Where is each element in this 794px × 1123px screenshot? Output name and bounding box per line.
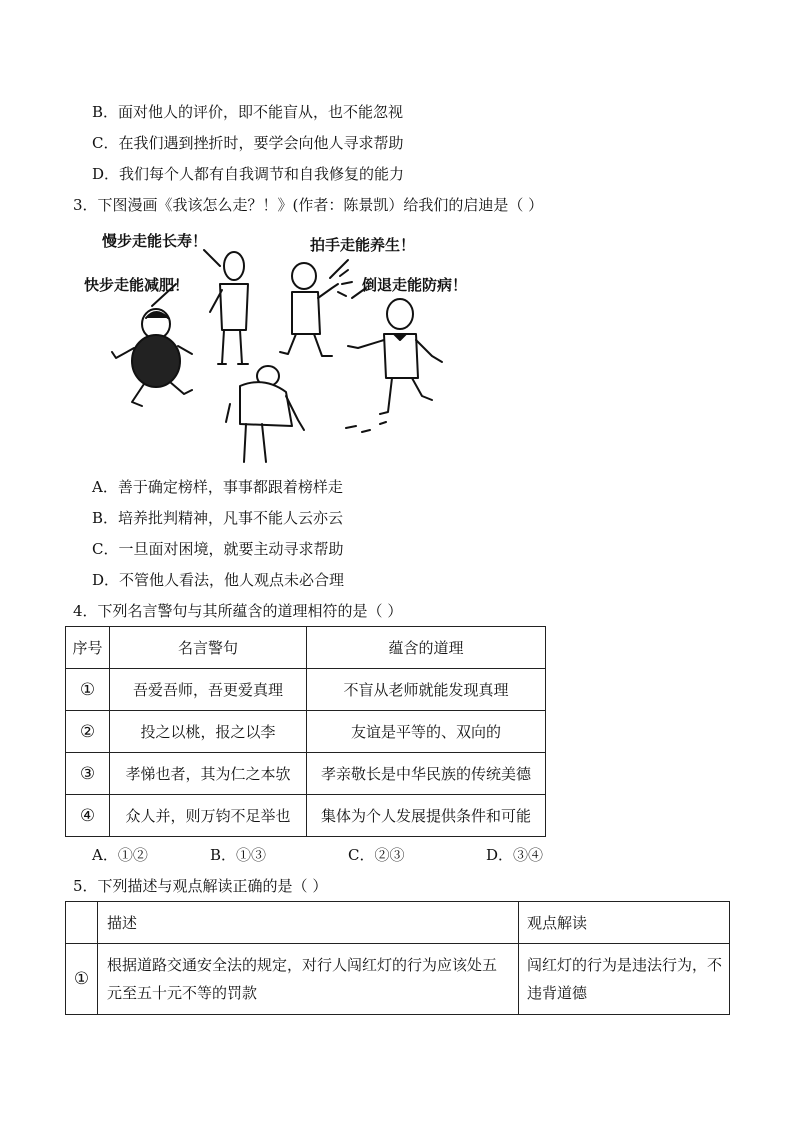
q3-option-d: D．不管他人看法，他人观点未必合理 [92,571,345,589]
backward-walker-figure [346,299,442,432]
table-header-row [66,902,730,944]
q4-option-d: D．③④ [486,846,544,864]
table-row [66,669,546,711]
q2-option-d: D．我们每个人都有自我调节和自我修复的能力 [92,165,405,183]
q2-option-b: B．面对他人的评价，即不能盲从，也不能忽视 [92,103,404,121]
header-cell: 名言警句 [110,627,307,669]
q5-stem: 5．下列描述与观点解读正确的是（ ） [73,877,328,895]
q4-option-c: C．②③ [348,846,405,864]
interpretation-cell: 闯红灯的行为是违法行为，不违背道德 [519,944,730,1015]
row-number: ① [66,669,110,711]
table-header-row [66,627,546,669]
comic-caption-clap: 拍手走能养生！ [310,236,416,254]
q4-table [65,626,546,837]
row-number: ④ [66,795,110,837]
meaning-cell: 不盲从老师就能发现真理 [307,669,546,711]
slow-walker-figure [210,252,248,364]
comic-caption-slow: 慢步走能长寿！ [102,232,208,250]
table-row [66,795,546,837]
table-row [66,753,546,795]
meaning-cell: 集体为个人发展提供条件和可能 [307,795,546,837]
comic-illustration [80,226,490,470]
q2-option-c: C．在我们遇到挫折时，要学会向他人寻求帮助 [92,134,404,152]
q3-stem: 3．下图漫画《我该怎么走？！》(作者：陈景凯）给我们的启迪是（ ） [73,196,544,214]
q3-option-b: B．培养批判精神，凡事不能人云亦云 [92,509,344,527]
row-number: ① [66,944,98,1015]
header-cell [66,902,98,944]
q3-option-c: C．一旦面对困境，就要主动寻求帮助 [92,540,344,558]
q5-table [65,901,730,1015]
bent-walker-figure [226,366,304,462]
q3-option-a: A．善于确定榜样，事事都跟着榜样走 [92,478,343,496]
comic-drawing [80,226,490,470]
quote-cell: 吾爱吾师，吾更爱真理 [110,669,307,711]
table-row [66,711,546,753]
q4-option-b: B．①③ [210,846,267,864]
quote-cell: 投之以桃，报之以李 [110,711,307,753]
meaning-cell: 友谊是平等的、双向的 [307,711,546,753]
quote-cell: 众人并，则万钧不足举也 [110,795,307,837]
q4-option-a: A．①② [92,846,148,864]
description-cell: 根据道路交通安全法的规定，对行人闯红灯的行为应该处五元至五十元不等的罚款 [98,944,519,1015]
header-cell: 蕴含的道理 [307,627,546,669]
quote-cell: 孝悌也者，其为仁之本欤 [110,753,307,795]
fast-walker-figure [112,309,192,406]
clapping-walker-figure [280,263,352,356]
comic-caption-back: 倒退走能防病！ [362,276,468,294]
q4-stem: 4．下列名言警句与其所蕴含的道理相符的是（ ） [73,602,403,620]
row-number: ③ [66,753,110,795]
table-row [66,944,730,1015]
meaning-cell: 孝亲敬长是中华民族的传统美德 [307,753,546,795]
comic-caption-fast: 快步走能减肥！ [84,276,190,294]
header-cell: 描述 [98,902,519,944]
row-number: ② [66,711,110,753]
header-cell: 序号 [66,627,110,669]
header-cell: 观点解读 [519,902,730,944]
